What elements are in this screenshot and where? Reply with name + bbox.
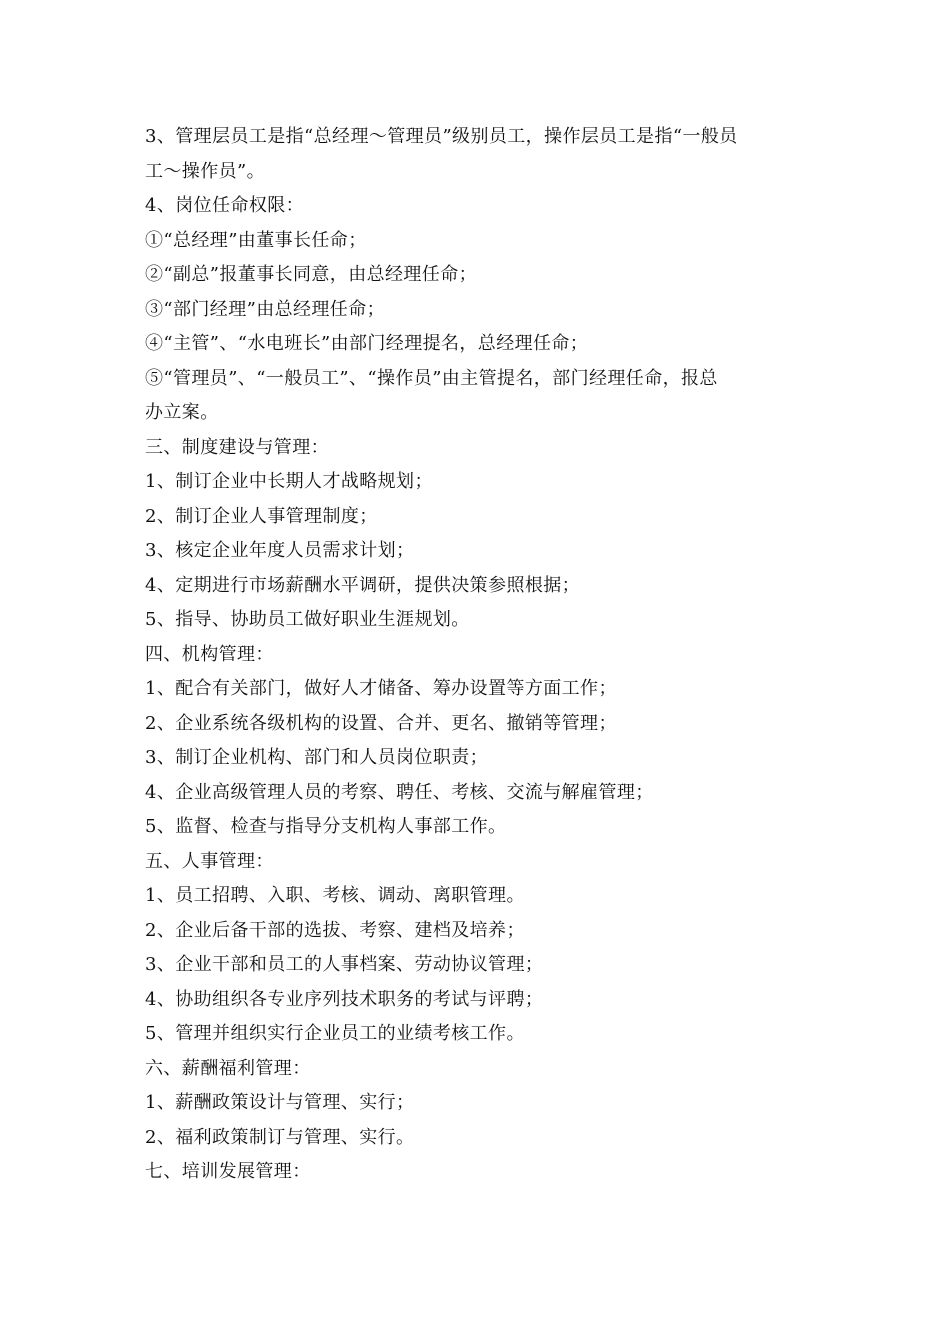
text-line: 2、企业系统各级机构的设置、合并、更名、撤销等管理； [145, 712, 617, 734]
text-line: ⑤“管理员”、“一般员工”、“操作员”由主管提名，部门经理任命，报总 [145, 367, 718, 389]
text-line: 1、员工招聘、入职、考核、调动、离职管理。 [145, 885, 525, 906]
section-heading: 七、培训发展管理： [145, 1161, 311, 1182]
text-line: 1、薪酬政策设计与管理、实行； [145, 1092, 415, 1113]
text-line: ④“主管”、“水电班长”由部门经理提名，总经理任命； [145, 333, 589, 354]
text-line: 4、企业高级管理人员的考察、聘任、考核、交流与解雇管理； [145, 781, 654, 803]
section-heading: 五、人事管理： [145, 850, 274, 872]
text-line: ③“部门经理”由总经理任命； [145, 298, 386, 320]
text-line: 4、定期进行市场薪酬水平调研，提供决策参照根据； [145, 574, 581, 596]
text-line: 1、制订企业中长期人才战略规划； [145, 471, 433, 492]
section-heading: 四、机构管理： [145, 643, 274, 665]
text-line: ②“副总”报董事长同意，由总经理任命； [145, 264, 478, 285]
text-line: 4、协助组织各专业序列技术职务的考试与评聘； [145, 988, 544, 1010]
text-line: ①“总经理”由董事长任命； [145, 229, 367, 251]
text-line: 1、配合有关部门，做好人才储备、筹办设置等方面工作； [145, 678, 617, 699]
document-body [145, 120, 815, 1190]
text-line: 工～操作员”。 [145, 160, 266, 182]
text-line: 2、制订企业人事管理制度； [145, 505, 378, 527]
text-line: 3、企业干部和员工的人事档案、劳动协议管理； [145, 954, 544, 975]
text-line: 5、监督、检查与指导分支机构人事部工作。 [145, 816, 507, 837]
text-line: 5、管理并组织实行企业员工的业绩考核工作。 [145, 1023, 525, 1044]
text-line: 2、企业后备干部的选拔、考察、建档及培养； [145, 919, 525, 941]
text-line: 4、岗位任命权限： [145, 195, 305, 216]
text-line: 办立案。 [145, 402, 219, 423]
section-heading: 六、薪酬福利管理： [145, 1057, 311, 1079]
text-line: 2、福利政策制订与管理、实行。 [145, 1126, 415, 1148]
text-line: 3、核定企业年度人员需求计划； [145, 540, 415, 561]
text-line: 5、指导、协助员工做好职业生涯规划。 [145, 609, 470, 630]
text-line: 3、管理层员工是指“总经理～管理员”级别员工，操作层员工是指“一般员 [145, 126, 738, 147]
section-heading: 三、制度建设与管理： [145, 436, 329, 458]
text-line: 3、制订企业机构、部门和人员岗位职责； [145, 747, 489, 768]
